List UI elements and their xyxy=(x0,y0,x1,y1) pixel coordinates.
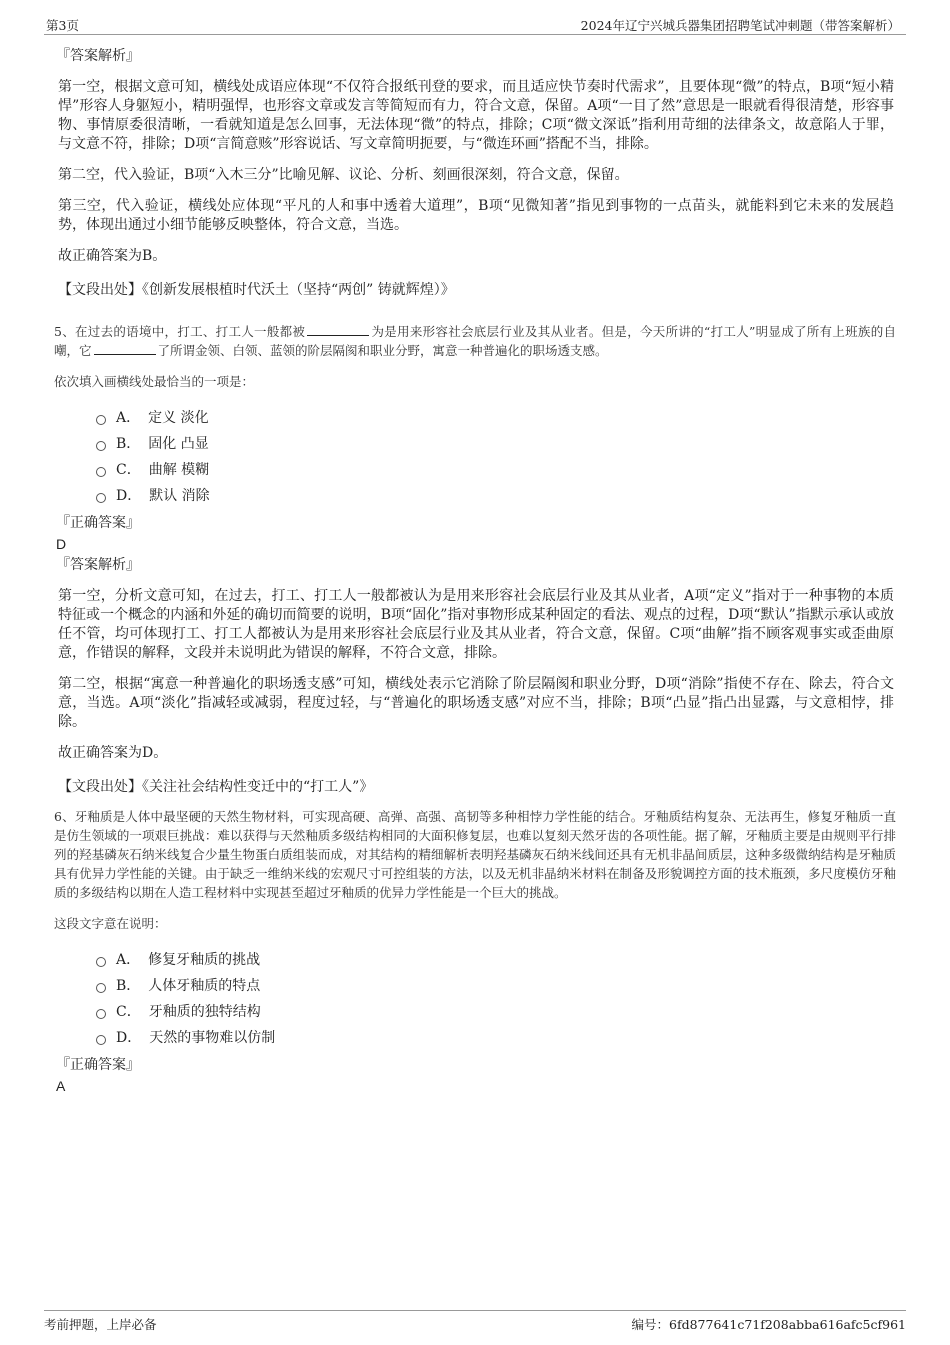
analysis-heading: 『答案解析』 xyxy=(56,48,140,64)
radio-icon[interactable] xyxy=(96,415,106,425)
analysis-conclusion: 故正确答案为D。 xyxy=(58,745,168,761)
analysis-paragraph: 第一空，分析文意可知，在过去，打工、打工人一般都被认为是用来形容社会底层行业及其从业者，A项“定义”指对于一种事物的本质特征或一个概念的内涵和外延的确切而简要的说明，B项“固化”指对事物形成某种固定的看法、观点的过程，D项“默认”指默示承认或放任不管，均可体现打工、打工人都被认为是用来形容社会底层行业及其从业者，符合文意，保留。C项“曲解”指不顾客观事实或歪曲原意，作错误的解释，文段并未说明此为错误的解释，不符合文意，排除。 xyxy=(58,588,894,661)
radio-icon[interactable] xyxy=(96,467,106,477)
correct-answer: A xyxy=(56,1078,66,1094)
correct-answer: D xyxy=(56,536,67,552)
footer-slogan: 考前押题，上岸必备 xyxy=(44,1317,157,1332)
question-prompt: 这段文字意在说明： xyxy=(54,916,167,931)
correct-answer-heading: 『正确答案』 xyxy=(56,1057,140,1073)
option-a[interactable]: A． 定义 淡化 xyxy=(96,405,896,431)
analysis-conclusion: 故正确答案为B。 xyxy=(58,248,167,264)
fill-blank xyxy=(307,323,369,336)
radio-icon[interactable] xyxy=(96,441,106,451)
question-prompt: 依次填入画横线处最恰当的一项是： xyxy=(54,374,255,389)
radio-icon[interactable] xyxy=(96,983,106,993)
page-content xyxy=(56,46,896,1095)
option-c[interactable]: C． 牙釉质的独特结构 xyxy=(96,999,896,1025)
question-5 xyxy=(56,322,896,797)
option-c[interactable]: C． 曲解 模糊 xyxy=(96,457,896,483)
document-title: 2024年辽宁兴城兵器集团招聘笔试冲刺题（带答案解析） xyxy=(580,18,900,33)
source-citation: 【文段出处】《创新发展根植时代沃土（坚持“两创” 铸就辉煌）》 xyxy=(58,282,455,298)
radio-icon[interactable] xyxy=(96,1009,106,1019)
page-number: 第3页 xyxy=(46,18,79,33)
radio-icon[interactable] xyxy=(96,957,106,967)
analysis-paragraph: 第一空，根据文意可知，横线处成语应体现“不仅符合报纸刊登的要求，而且适应快节奏时代需求”，且要体现“微”的特点，B项“短小精悍”形容人身躯短小，精明强悍，也形容文章或发言等简短而有力，符合文意，保留。A项“一目了然”意思是一眼就看得很清楚，形容事物、事情原委很清晰，一看就知道是怎么回事，无法体现“微”的特点，排除；C项“微文深诋”指利用苛细的法律条文，故意陷人于罪，与文意不符，排除；D项“言简意赅”形容说话、写文章简明扼要，与“微连环画”搭配不当，排除。 xyxy=(58,79,894,152)
option-b[interactable]: B． 固化 凸显 xyxy=(96,431,896,457)
page-header xyxy=(44,14,906,35)
question-6 xyxy=(56,807,896,1095)
analysis-paragraph: 第二空，代入验证，B项“入木三分”比喻见解、议论、分析、刻画很深刻，符合文意，保留。 xyxy=(58,167,629,183)
option-d[interactable]: D． 默认 消除 xyxy=(96,483,896,509)
page-footer xyxy=(44,1310,906,1333)
analysis-heading: 『答案解析』 xyxy=(56,557,140,573)
radio-icon[interactable] xyxy=(96,493,106,503)
option-d[interactable]: D． 天然的事物难以仿制 xyxy=(96,1025,896,1051)
option-list xyxy=(96,405,896,509)
fill-blank xyxy=(94,342,156,355)
analysis-paragraph: 第二空，根据“寓意一种普遍化的职场透支感”可知，横线处表示它消除了阶层隔阂和职业分野，D项“消除”指使不存在、除去，符合文意，当选。A项“淡化”指减轻或减弱，程度过轻，与“普遍化的职场透支感”对应不当，排除；B项“凸显”指凸出显露，与文意相悖，排除。 xyxy=(58,676,894,730)
radio-icon[interactable] xyxy=(96,1035,106,1045)
question-stem: 5、在过去的语境中，打工、打工人一般都被 为是用来形容社会底层行业及其从业者。但是，今天所讲的“打工人”明显成了所有上班族的自嘲，它 了所谓金领、白领、蓝领的阶层隔阂和职业分野，寓意一种普遍化的职场透支感。 xyxy=(54,324,896,358)
source-citation: 【文段出处】《关注社会结构性变迁中的“打工人”》 xyxy=(58,779,374,795)
question-stem: 6、牙釉质是人体中最坚硬的天然生物材料，可实现高硬、高弹、高强、高韧等多种相悖力学性能的结合。牙釉质结构复杂、无法再生，修复牙釉质一直是仿生领域的一项艰巨挑战：难以获得与天然釉质多级结构相同的大面积修复层，也难以复刻天然牙齿的各项性能。据了解，牙釉质主要是由规则平行排列的羟基磷灰石纳米线复合少量生物蛋白质组装而成，对其结构的精细解析表明羟基磷灰石纳米线间还具有无机非晶间质层，这种多级微纳结构是牙釉质具有优异力学性能的关键。由于缺乏一维纳米线的宏观尺寸可控组装的方法，以及无机非晶纳米材料在制备及形貌调控方面的技术瓶颈，多尺度模仿牙釉质的多级结构以期在人造工程材料中实现甚至超过牙釉质的优异力学性能是一个巨大的挑战。 xyxy=(54,809,896,900)
correct-answer-heading: 『正确答案』 xyxy=(56,515,140,531)
option-b[interactable]: B． 人体牙釉质的特点 xyxy=(96,973,896,999)
option-a[interactable]: A． 修复牙釉质的挑战 xyxy=(96,947,896,973)
option-list xyxy=(96,947,896,1051)
analysis-paragraph: 第三空，代入验证，横线处应体现“平凡的人和事中透着大道理”，B项“见微知著”指见到事物的一点苗头，就能料到它未来的发展趋势，体现出通过小细节能够反映整体，符合文意，当选。 xyxy=(58,198,894,233)
document-code: 编号：6fd877641c71f208abba616afc5cf961 xyxy=(631,1317,906,1332)
